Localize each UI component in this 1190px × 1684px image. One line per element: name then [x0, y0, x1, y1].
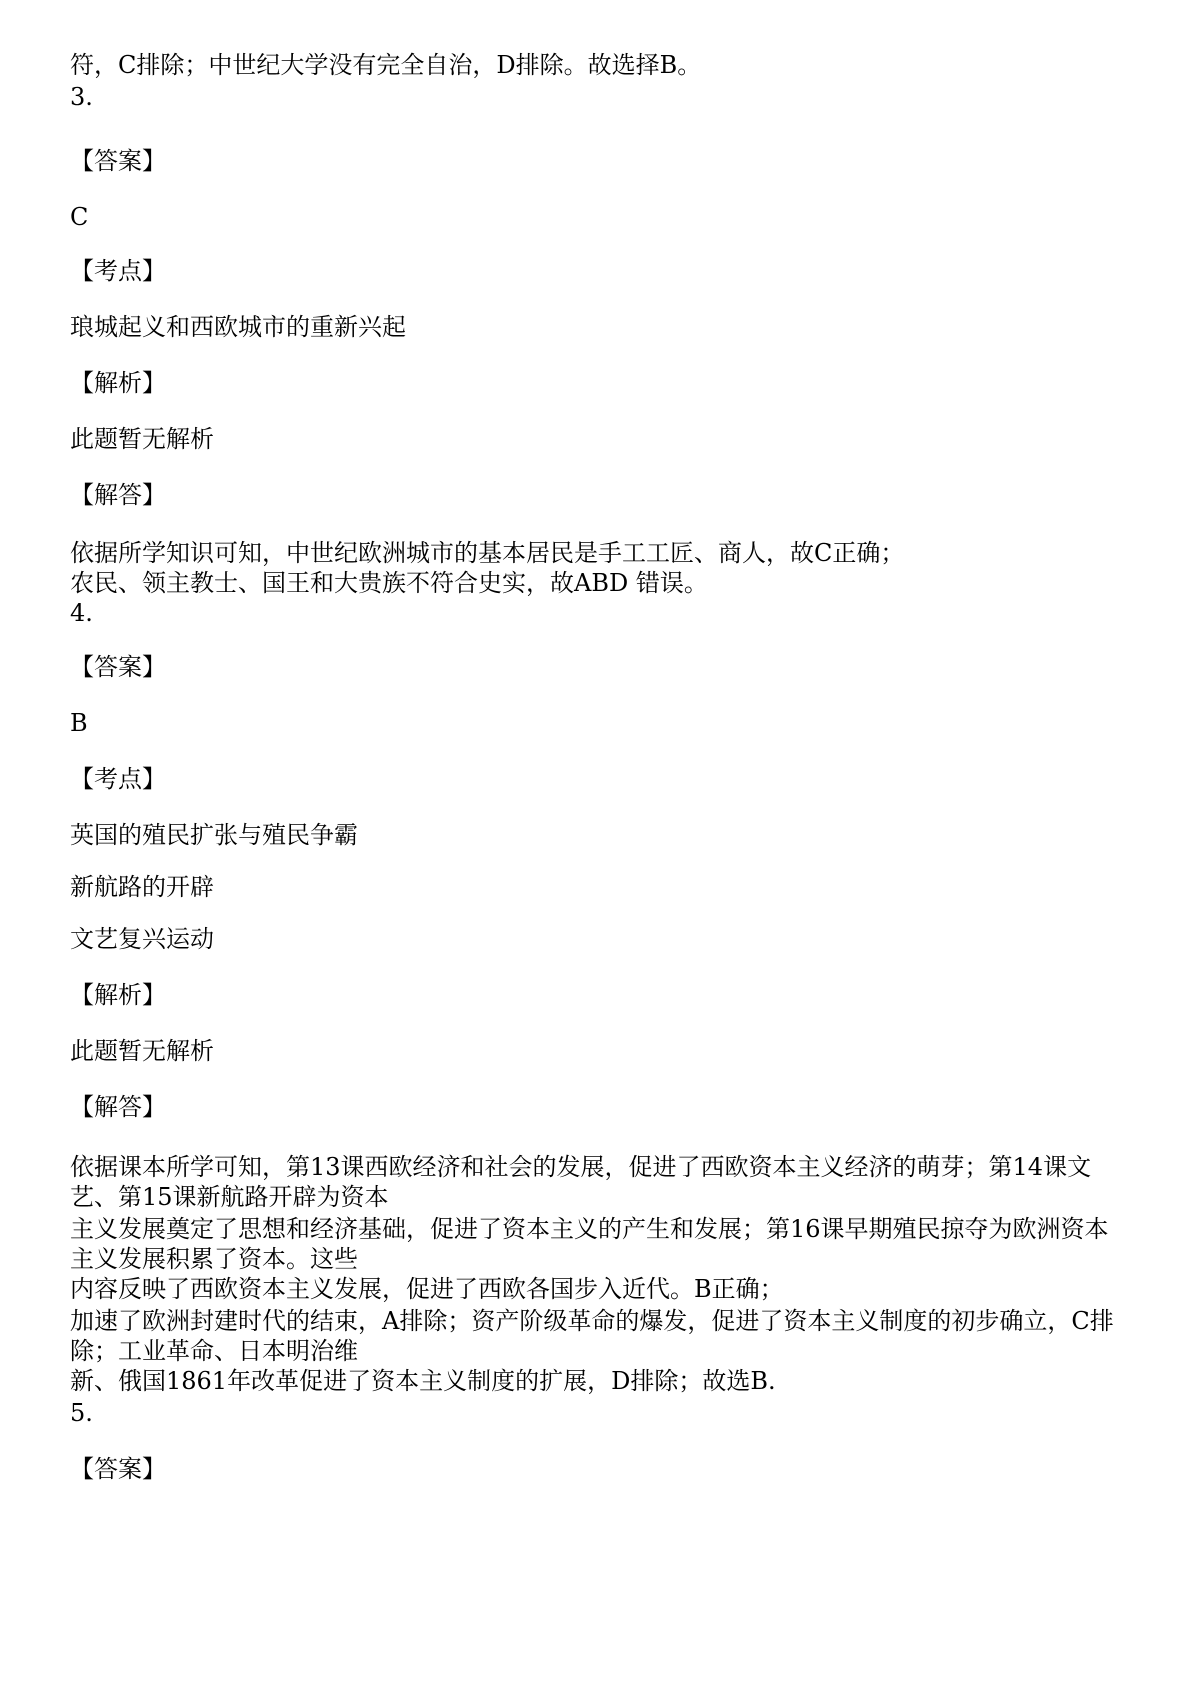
section-heading-answer: 【答案】: [70, 147, 166, 175]
text-line: 符，C排除；中世纪大学没有完全自治，D排除。故选择B。: [70, 51, 702, 79]
question-number: 3.: [70, 83, 93, 111]
answer-value: C: [70, 203, 89, 231]
section-heading-analysis: 【解析】: [70, 369, 166, 397]
section-heading-topic: 【考点】: [70, 257, 166, 285]
solution-text: 加速了欧洲封建时代的结束，A排除；资产阶级革命的爆发，促进了资本主义制度的初步确立，C排: [70, 1307, 1114, 1335]
solution-text: 主义发展奠定了思想和经济基础，促进了资本主义的产生和发展；第16课早期殖民掠夺为欧洲资本: [70, 1215, 1109, 1243]
topic-text: 琅城起义和西欧城市的重新兴起: [70, 313, 406, 341]
analysis-text: 此题暂无解析: [70, 425, 214, 453]
topic-text: 新航路的开辟: [70, 873, 214, 901]
section-heading-answer: 【答案】: [70, 1455, 166, 1483]
solution-text: 依据所学知识可知，中世纪欧洲城市的基本居民是手工工匠、商人，故C正确；: [70, 539, 905, 567]
topic-text: 英国的殖民扩张与殖民争霸: [70, 821, 358, 849]
section-heading-solution: 【解答】: [70, 1093, 166, 1121]
analysis-text: 此题暂无解析: [70, 1037, 214, 1065]
question-number: 5.: [70, 1399, 93, 1427]
solution-text: 农民、领主教士、国王和大贵族不符合史实，故ABD 错误。: [70, 569, 708, 597]
solution-text: 艺、第15课新航路开辟为资本: [70, 1183, 389, 1211]
solution-text: 内容反映了西欧资本主义发展，促进了西欧各国步入近代。B正确；: [70, 1275, 784, 1303]
section-heading-solution: 【解答】: [70, 481, 166, 509]
question-number: 4.: [70, 599, 93, 627]
answer-value: B: [70, 709, 88, 737]
section-heading-topic: 【考点】: [70, 765, 166, 793]
solution-text: 依据课本所学可知，第13课西欧经济和社会的发展，促进了西欧资本主义经济的萌芽；第14课文: [70, 1153, 1092, 1181]
topic-text: 文艺复兴运动: [70, 925, 214, 953]
solution-text: 新、俄国1861年改革促进了资本主义制度的扩展，D排除；故选B.: [70, 1367, 776, 1395]
section-heading-answer: 【答案】: [70, 653, 166, 681]
section-heading-analysis: 【解析】: [70, 981, 166, 1009]
solution-text: 除；工业革命、日本明治维: [70, 1337, 358, 1365]
solution-text: 主义发展积累了资本。这些: [70, 1245, 358, 1273]
